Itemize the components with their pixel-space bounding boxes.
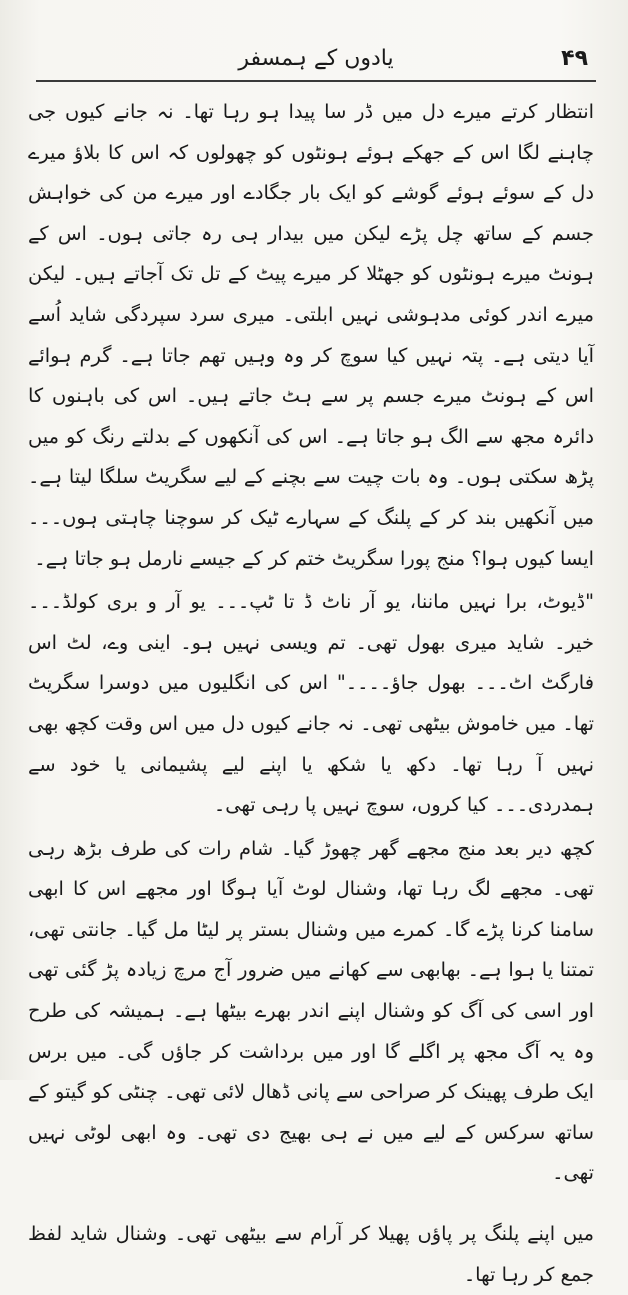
paragraph: میں اپنے پلنگ پر پاؤں پھیلا کر آرام سے بیٹھی تھی۔ وشنال شاید لفظ جمع کر رہا تھا۔ (28, 1222, 594, 1286)
body-text (28, 92, 594, 1295)
page-header (36, 38, 596, 82)
running-title: یادوں کے ہمسفر (238, 46, 394, 71)
page-number: ۴۹ (561, 46, 588, 71)
paragraph: انتظار کرتے میرے دل میں ڈر سا پیدا ہو رہا تھا۔ نہ جانے کیوں جی چاہنے لگا اس کے جھکے ہوئے ہونٹوں کو چھولوں کہ اس کا بلاؤ میرے دل کے سوئے ہوئے گوشے کو ایک بار جگادے اور میرے من کی خواہش جسم کے ساتھ چل پڑے لیکن میں بیدار ہی رہ جاتی ہوں۔ اس کے ہونٹ میرے ہونٹوں کو جھٹلا کر میرے پیٹ کے تل تک آجاتے ہیں۔ لیکن میرے اندر کوئی مدہوشی نہیں ابلتی۔ میری سرد سپردگی شاید اُسے آیا دیتی ہے۔ پتہ نہیں کیا سوچ کر وہ وہیں تھم جاتا ہے۔ گرم ہوائے اس کے ہونٹ میرے جسم پر سے ہٹ جاتے ہیں۔ اس کی باہنوں کا دائرہ مجھ سے الگ ہو جاتا ہے۔ اس کی آنکھوں کے بدلتے رنگ کو میں پڑھ سکتی ہوں۔ وہ بات چیت سے بچنے کے لیے سگریٹ سلگا لیتا ہے۔ میں آنکھیں بند کر کے پلنگ کے سہارے ٹیک کر سوچنا چاہتی ہوں۔۔۔ ایسا کیوں ہوا؟ منج پورا سگریٹ ختم کر کے جیسے نارمل ہو جاتا ہے۔ (28, 100, 594, 570)
paragraph: کچھ دیر بعد منج مجھے گھر چھوڑ گیا۔ شام رات کی طرف بڑھ رہی تھی۔ مجھے لگ رہا تھا، وشنال لوٹ آیا ہوگا اور مجھے اس کا ابھی سامنا کرنا پڑے گا۔ کمرے میں وشنال بستر پر لیٹا مل گیا۔ جانتی تھی، تمتنا یا ہوا ہے۔ بھابھی سے کھانے میں ضرور آج مرچ زیادہ پڑ گئی تھی اور اسی کی آگ کو وشنال اپنے اندر بھرے بیٹھا ہے۔ ہمیشہ کی طرح وہ یہ آگ مجھ پر اگلے گا اور میں برداشت کر جاؤں گی۔ میں برس ایک طرف پھینک کر صراحی سے پانی ڈھال لائی تھی۔ چنٹی کو گیتو کے ساتھ سرکس کے لیے میں نے ہی بھیج دی تھی۔ وہ ابھی لوٹی نہیں تھی۔ (28, 836, 594, 1185)
paragraph: "ڈیوٹ، برا نہیں ماننا، یو آر ناٹ ڈ تا ٹپ۔۔۔ یو آر و بری کولڈ۔۔۔ خیر۔ شاید میری بھول تھی۔ تم ویسی نہیں ہو۔ اینی وے، لٹ اس فارگٹ اٹ۔۔۔ بھول جاؤ۔۔۔۔" اس کی انگلیوں میں دوسرا سگریٹ تھا۔ میں خاموش بیٹھی تھی۔ نہ جانے کیوں دل میں اس وقت کچھ بھی نہیں آ رہا تھا۔ دکھ یا شکھ یا اپنے لیے پشیمانی یا خود سے ہمدردی۔۔۔ کیا کروں، سوچ نہیں پا رہی تھی۔ (28, 590, 594, 817)
